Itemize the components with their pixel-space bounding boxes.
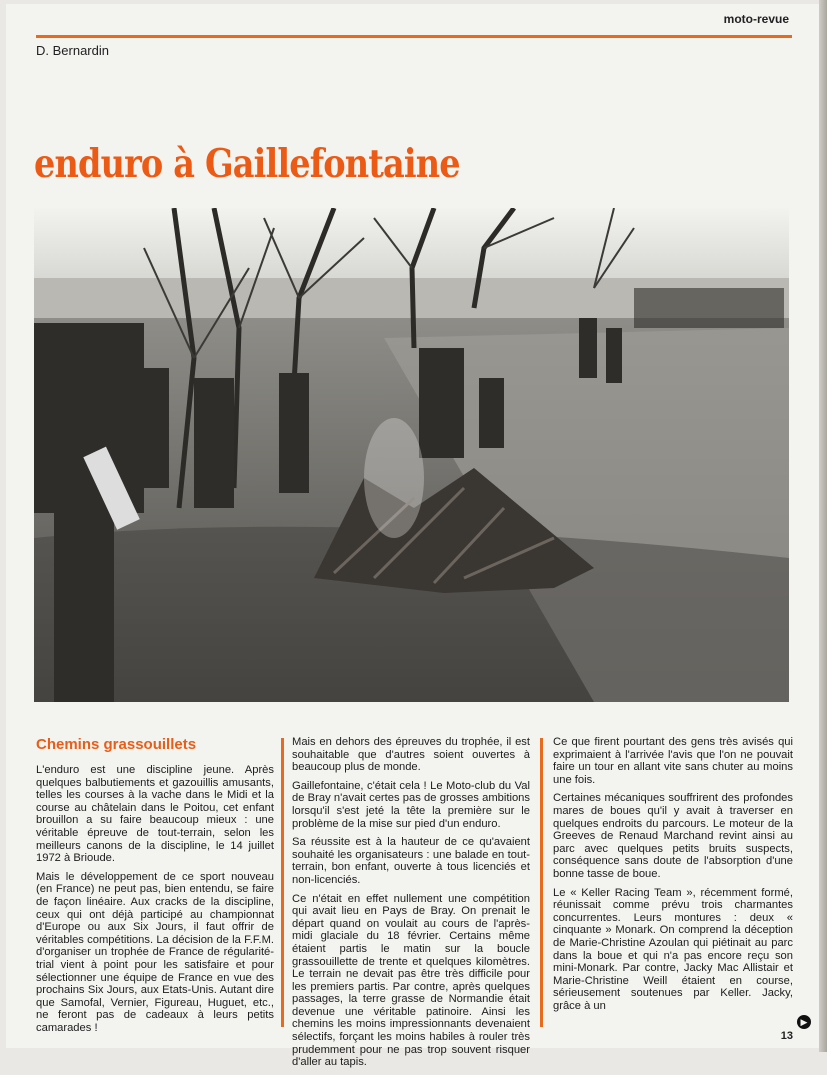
paragraph: Sa réussite est à la hauteur de ce qu'avaient souhaité les organisateurs : une balade en tout-terrain, bon enfant, ouverte à tous licenciés et non-licenciés. <box>292 836 530 886</box>
page-edge <box>819 0 827 1052</box>
author-name: D. Bernardin <box>36 43 109 58</box>
article-column-1 <box>36 764 274 1040</box>
column-divider <box>540 738 543 1027</box>
article-title: enduro à Gaillefontaine <box>34 141 460 187</box>
page-number: 13 <box>780 1030 793 1042</box>
magazine-name: moto-revue <box>723 12 789 26</box>
section-heading: Chemins grassouillets <box>36 736 197 753</box>
column-divider <box>281 738 284 1027</box>
paragraph: Ce que firent pourtant des gens très avisés qui exprimaient à l'arrivée l'avis que l'on ne pouvait faire un tour en allant vite sans chuter au moins une fois. <box>553 736 793 786</box>
paragraph: Mais le développement de ce sport nouveau (en France) ne peut pas, bien entendu, se faire de façon linéaire. Aux cracks de la discipline, ceux qui ont déjà participé au championnat d'Europe ou aux Six Jours, il faut offrir de véritables compétitions. La décision de la F.F.M. d'organiser un trophée de France de régularité-trial vient à point pour les satisfaire et pour sélectionner une équipe de France en vue des prochains Six Jours, aux Etats-Unis. Autant dire que Samofal, Vernier, Figureau, Huguet, etc., ne feront pas de cadeaux à leurs petits camarades ! <box>36 870 274 1034</box>
article-photo <box>34 208 789 702</box>
paragraph: Certaines mécaniques souffrirent des profondes mares de boues qu'il y avait à traverser en quelques endroits du parcours. Le moteur de la Greeves de Renaud Marchand revint ainsi au parc avec quelques petits bruits suspects, conséquence sans doute de l'absorption d'une bonne tasse de boue. <box>553 792 793 880</box>
paragraph: Le « Keller Racing Team », récemment formé, réunissait comme prévu trois charmantes concurrentes. Leurs montures : deux « cinquante » Monark. On comprend la déception de Marie-Christine Azoulan qui piétinait au parc dans la boue et qui n'a pas encore reçu son mini-Monark. Par contre, Jacky Mac Allistair et Marie-Christine Weill étaient en course, sérieusement soutenues par Keller. Jacky, grâce à un <box>553 886 793 1012</box>
arrow-right-icon: ▶ <box>797 1015 811 1029</box>
header-rule <box>36 35 792 38</box>
paragraph: Mais en dehors des épreuves du trophée, il est souhaitable que d'autres soient ouvertes à beaucoup plus de monde. <box>292 736 530 774</box>
article-column-2 <box>292 736 530 1075</box>
article-column-3 <box>553 736 793 1018</box>
paragraph: Gaillefontaine, c'était cela ! Le Moto-club du Val de Bray n'avait certes pas de grosses ambitions lorsqu'il s'est jeté la tête la première sur le problème de la mise sur pied d'un enduro. <box>292 779 530 830</box>
paragraph: Ce n'était en effet nullement une compétition qui avait lieu en Pays de Bray. On prenait le départ quand on voulait au cours de l'après-midi glaciale du 18 février. Certains même étaient partis le matin sur la boucle grassouillette de trente et quelques kilomètres. Le terrain ne devait pas être très difficile pour les premiers partis. Par contre, après quelques passages, la terre grasse de Normandie était devenue une véritable patinoire. Ainsi les chemins les moins impressionnants devenaient sélectifs, forçant les moins habiles à rouler très prudemment pour ne pas trop souvent risquer d'aller au tapis. <box>292 892 530 1069</box>
paragraph: L'enduro est une discipline jeune. Après quelques balbutiements et gazouillis amusants, telles les courses à la vache dans le Midi et la course au châtelain dans le Poitou, cet enfant brouillon a su faire beaucoup mieux : une véritable épreuve de tout-terrain, selon les meilleurs canons de la discipline, le 14 juillet 1972 à Brioude. <box>36 764 274 865</box>
